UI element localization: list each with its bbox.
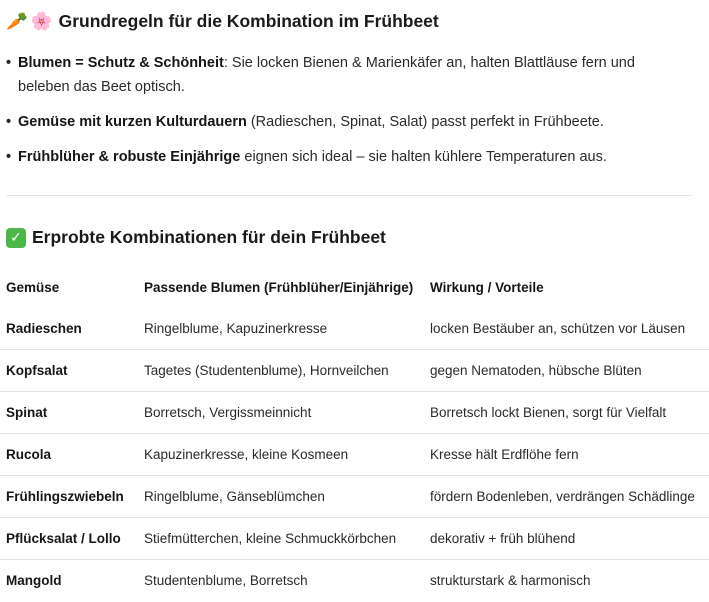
table-cell: Ringelblume, Kapuzinerkresse (144, 321, 328, 336)
combination-table (0, 267, 709, 601)
bullet-marker: • (6, 55, 12, 71)
table-cell: Mangold (6, 573, 62, 588)
table-row (0, 560, 709, 602)
table-cell: Frühlingszwiebeln (6, 489, 124, 504)
table-cell: Radieschen (6, 321, 82, 336)
bullet-marker: • (6, 149, 12, 165)
table-cell: Kresse hält Erdflöhe fern (430, 447, 579, 462)
column-header-wirkung: Wirkung / Vorteile (430, 280, 544, 295)
list-item-text: : Sie locken Bienen & Marienkäfer an, halten Blattläuse fern und beleben das Beet optisch. (18, 55, 635, 95)
carrot-icon: 🥕 (6, 11, 28, 32)
table-cell: Borretsch lockt Bienen, sorgt für Vielfalt (430, 405, 667, 420)
list-item-bold: Gemüse mit kurzen Kulturdauern (18, 114, 247, 130)
list-item-bold: Blumen = Schutz & Schönheit (18, 55, 224, 71)
column-header-blumen: Passende Blumen (Frühblüher/Einjährige) (144, 280, 414, 295)
blossom-icon: 🌸 (30, 11, 53, 32)
bullet-marker: • (6, 114, 12, 130)
table-row (0, 476, 709, 518)
table-row (0, 392, 709, 434)
check-mark-icon: ✓ (6, 228, 26, 248)
column-header-gemuese: Gemüse (6, 280, 60, 295)
table-cell: Stiefmütterchen, kleine Schmuckkörbchen (144, 531, 397, 546)
table-row (0, 350, 709, 392)
table-cell: Ringelblume, Gänseblümchen (144, 489, 325, 504)
section-title: Erprobte Kombinationen für dein Frühbeet (32, 227, 386, 247)
divider (6, 195, 692, 196)
table-cell: Pflücksalat / Lollo (6, 531, 121, 546)
list-item-text: (Radieschen, Spinat, Salat) passt perfekt in Frühbeete. (246, 114, 604, 130)
list-item (6, 51, 686, 99)
table-cell: Kapuzinerkresse, kleine Kosmeen (144, 447, 349, 462)
section-title: Grundregeln für die Kombination im Frühbeet (58, 11, 439, 31)
table-cell: strukturstark & harmonisch (430, 573, 591, 588)
list-item-text: eignen sich ideal – sie halten kühlere Temperaturen aus. (240, 149, 607, 165)
table-cell: Rucola (6, 447, 52, 462)
table-cell: gegen Nematoden, hübsche Blüten (430, 363, 642, 378)
table-row (0, 434, 709, 476)
list-item (6, 145, 686, 169)
table-header-row (0, 267, 709, 308)
table-cell: dekorativ + früh blühend (430, 531, 576, 546)
table-cell: Tagetes (Studentenblume), Hornveilchen (144, 363, 389, 378)
section-heading-kombinationen (6, 227, 386, 248)
section-heading-grundregeln (6, 11, 439, 32)
table-row (0, 518, 709, 560)
table-cell: Spinat (6, 405, 48, 420)
table-cell: locken Bestäuber an, schützen vor Läusen (430, 321, 686, 336)
table-cell: Borretsch, Vergissmeinnicht (144, 405, 312, 420)
table-cell: Kopfsalat (6, 363, 68, 378)
table-cell: fördern Bodenleben, verdrängen Schädlinge (430, 489, 695, 504)
table-cell: Studentenblume, Borretsch (144, 573, 308, 588)
list-item-bold: Frühblüher & robuste Einjährige (18, 149, 241, 165)
table-row (0, 308, 709, 350)
list-item (6, 110, 686, 134)
